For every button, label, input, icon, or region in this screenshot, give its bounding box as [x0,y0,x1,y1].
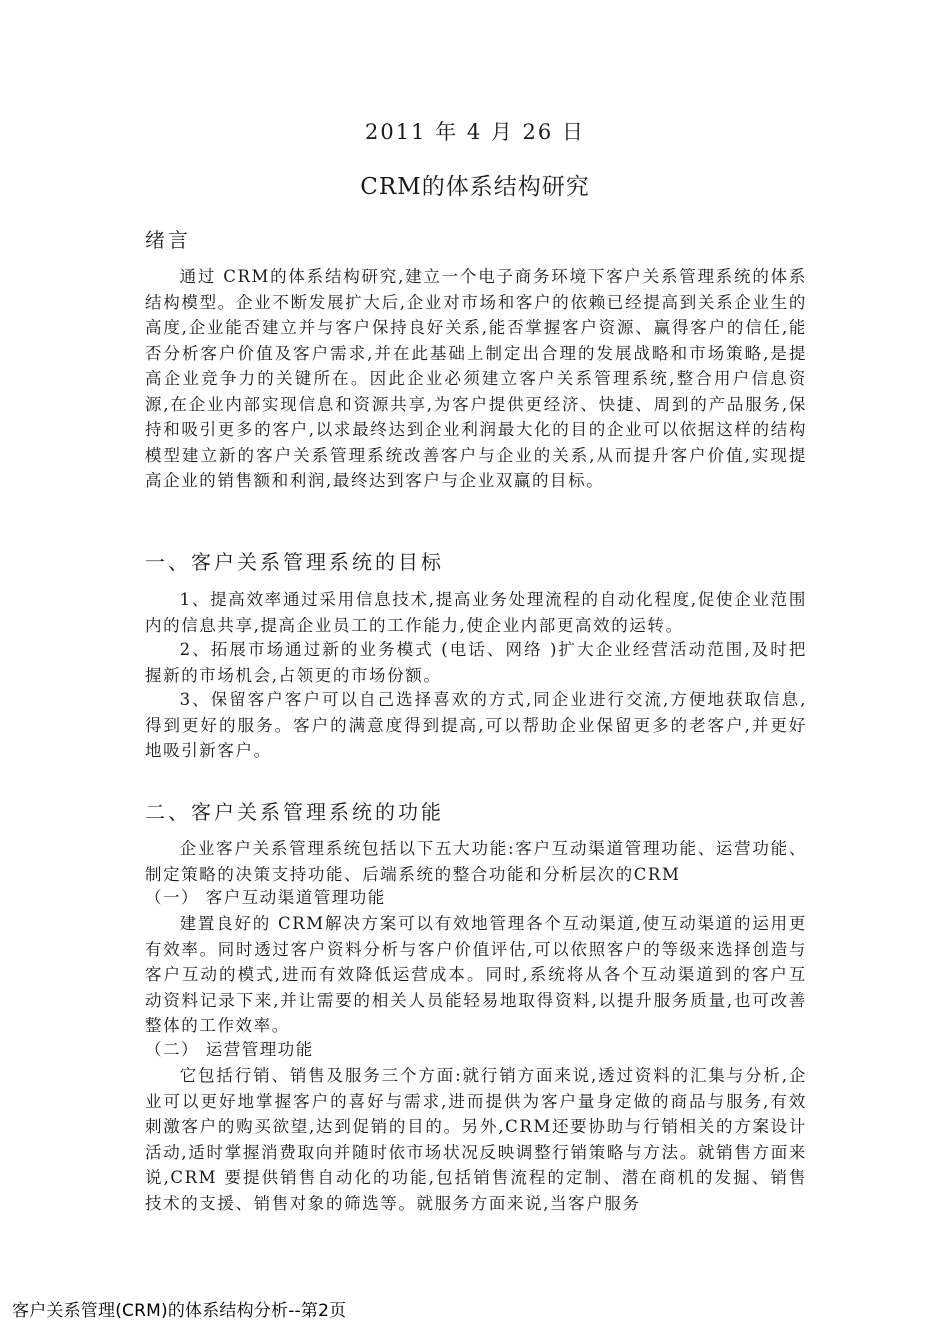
section-heading-goals: 一、客户关系管理系统的目标 [145,550,444,574]
goal-item-market: 2、拓展市场通过新的业务模式 (电话、网络 )扩大企业经营活动范围,及时把握新的市场机会,占领更的市场份额。 [145,640,807,685]
subsection-heading-operations: （二） 运营管理功能 [145,1040,314,1059]
operations-management-paragraph: 它包括行销、销售及服务三个方面:就行销方面来说,透过资料的汇集与分析,企业可以更好地掌握客户的喜好与需求,进而提供为客户量身定做的商品与服务,有效刺激客户的购买欲望,达到促销的目的。另外,CRM还要协助与行销相关的方案设计活动,适时掌握消费取向并随时依市场状况反映调整行销策略与方法。就销售方面来说,CRM 要提供销售自动化的功能,包括销售流程的定制、潜在商机的发掘、销售技术的支援、销售对象的筛选等。就服务方面来说,当客户服务 [145,1066,807,1213]
document-date: 2011 年 4 月 26 日 [365,120,585,144]
goal-item-retention: 3、保留客户客户可以自己选择喜欢的方式,同企业进行交流,方便地获取信息,得到更好的服务。客户的满意度得到提高,可以帮助企业保留更多的老客户,并更好地吸引新客户。 [145,690,807,760]
page-footer: 客户关系管理(CRM)的体系结构分析--第2页 [12,1301,347,1321]
functions-intro-paragraph: 企业客户关系管理系统包括以下五大功能:客户互动渠道管理功能、运营功能、制定策略的决策支持功能、后端系统的整合功能和分析层次的CRM [145,839,807,884]
document-title: CRM的体系结构研究 [360,174,590,200]
channel-management-paragraph: 建置良好的 CRM解决方案可以有效地管理各个互动渠道,使互动渠道的运用更有效率。同时透过客户资料分析与客户价值评估,可以依照客户的等级来选择创造与客户互动的模式,进而有效降低运营成本。同时,系统将从各个互动渠道到的客户互动资料记录下来,并让需要的相关人员能轻易地取得资料,以提升服务质量,也可改善整体的工作效率。 [145,914,807,1035]
intro-heading: 绪言 [145,228,191,252]
section-heading-functions: 二、客户关系管理系统的功能 [145,800,444,824]
subsection-heading-channel: （一） 客户互动渠道管理功能 [145,888,386,907]
intro-paragraph: 通过 CRM的体系结构研究,建立一个电子商务环境下客户关系管理系统的体系结构模型。企业不断发展扩大后,企业对市场和客户的依赖已经提高到关系企业生的高度,企业能否建立并与客户保持良好关系,能否掌握客户资源、赢得客户的信任,能否分析客户价值及客户需求,并在此基础上制定出合理的发展战略和市场策略,是提高企业竞争力的关键所在。因此企业必须建立客户关系管理系统,整合用户信息资源,在企业内部实现信息和资源共享,为客户提供更经济、快捷、周到的产品服务,保持和吸引更多的客户,以求最终达到企业利润最大化的目的企业可以依据这样的结构模型建立新的客户关系管理系统改善客户与企业的关系,从而提升客户价值,实现提高企业的销售额和利润,最终达到客户与企业双赢的目标。 [145,267,807,490]
goal-item-efficiency: 1、提高效率通过采用信息技术,提高业务处理流程的自动化程度,促使企业范围内的信息共享,提高企业员工的工作能力,使企业内部更高效的运转。 [145,590,807,635]
